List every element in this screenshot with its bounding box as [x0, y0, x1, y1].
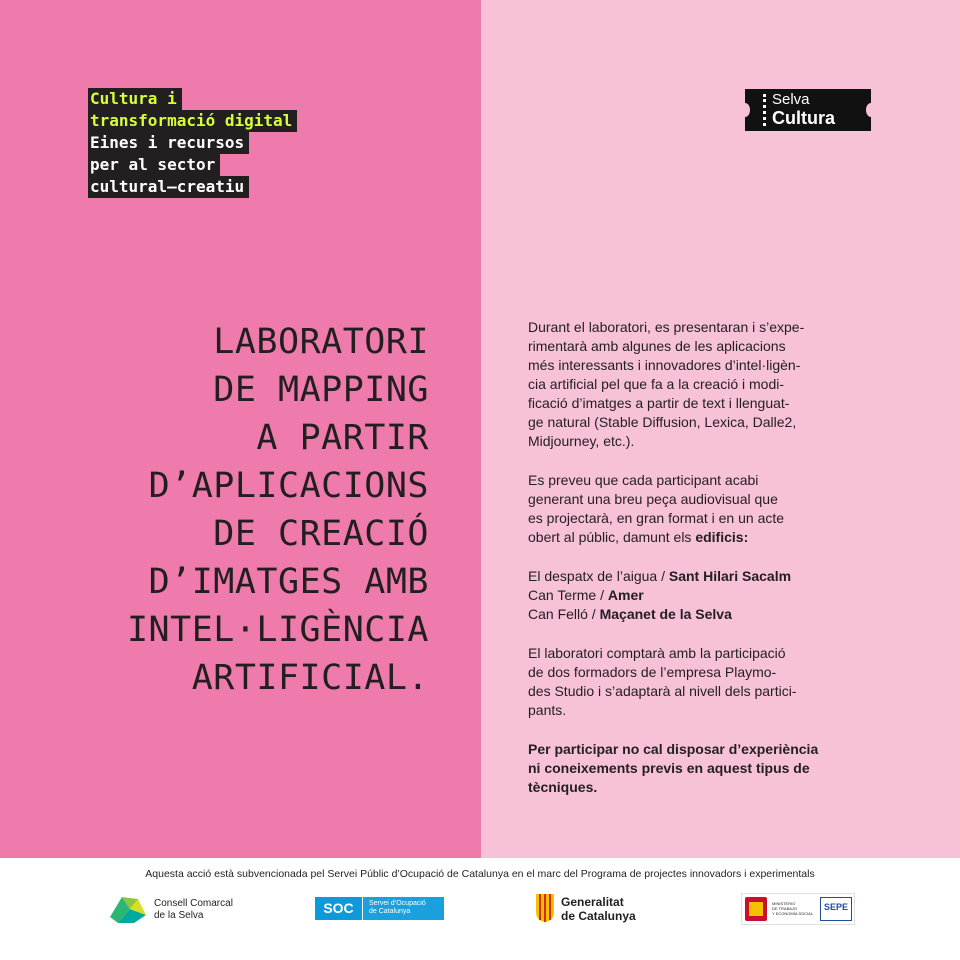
- body-line: Midjourney, etc.).: [528, 433, 635, 449]
- soc-text: [369, 900, 426, 916]
- ticket-notch: [740, 103, 750, 117]
- funding-note: Aquesta acció està subvencionada pel Servei Públic d’Ocupació de Catalunya en el marc del Programa de projectes innovadors i experimentals: [145, 868, 815, 880]
- ministerio-line: DE TRABAJO: [772, 906, 798, 911]
- title-line: ARTIFICIAL.: [191, 658, 429, 698]
- body-line: El laboratori comptarà amb la participació: [528, 645, 786, 661]
- sepe-badge: [820, 897, 852, 921]
- generalitat-line: Generalitat: [561, 895, 624, 909]
- paragraph-gap: [528, 720, 878, 740]
- ticket-perforation: [763, 94, 766, 126]
- tagline-line: Eines i recursos: [88, 132, 249, 154]
- body-bold-text: edificis:: [695, 529, 749, 545]
- tagline-line: per al sector: [88, 154, 220, 176]
- paragraph-gap: [528, 624, 878, 644]
- location-separator: /: [587, 606, 600, 622]
- tagline-line: Cultura i: [88, 88, 182, 110]
- body-line: rimentarà amb algunes de les aplicacions: [528, 338, 786, 354]
- body-line: de dos formadors de l’empresa Playmo-: [528, 664, 777, 680]
- title-line: A PARTIR: [256, 418, 429, 458]
- location-separator: /: [596, 587, 608, 603]
- paragraph-gap: [528, 451, 878, 471]
- paragraph-gap: [528, 547, 878, 567]
- tagline: [88, 88, 297, 198]
- consell-comarcal-text: [154, 898, 233, 922]
- body-line: cia artificial pel que fa a la creació i modi-: [528, 376, 785, 392]
- location-town: Amer: [607, 587, 644, 603]
- logo-text-selva: Selva: [772, 91, 810, 108]
- body-line: Durant el laboratori, es presentaran i s’expe-: [528, 319, 805, 335]
- body-line: [528, 528, 878, 547]
- ministerio-text: [772, 901, 813, 916]
- location-line: [528, 586, 878, 605]
- body-line: Es preveu que cada participant acabi: [528, 472, 759, 488]
- title-line: DE CREACIÓ: [213, 514, 429, 554]
- consell-comarcal-logo: [108, 895, 248, 925]
- location-line: [528, 605, 878, 624]
- location-place: Can Felló: [528, 606, 588, 622]
- generalitat-line: de Catalunya: [561, 909, 636, 923]
- body-line: ge natural (Stable Diffusion, Lexica, Dalle2,: [528, 414, 797, 430]
- logo-text-cultura: Cultura: [772, 108, 835, 128]
- location-town: Maçanet de la Selva: [599, 606, 732, 622]
- tagline-line: transformació digital: [88, 110, 297, 132]
- spain-coat-of-arms-icon: [745, 897, 767, 921]
- generalitat-text: [561, 895, 636, 923]
- ministerio-sepe-logo: [741, 893, 855, 925]
- title-line: DE MAPPING: [213, 370, 429, 410]
- body-line: ni coneixements previs en aquest tipus de: [528, 760, 810, 776]
- generalitat-logo: [535, 893, 655, 925]
- body-text: obert al públic, damunt els: [528, 529, 696, 545]
- description: [528, 318, 878, 797]
- consell-line: Consell Comarcal: [154, 898, 233, 909]
- location-place: El despatx de l’aigua: [528, 568, 658, 584]
- soc-abbr: SOC: [315, 897, 363, 920]
- location-town: Sant Hilari Sacalm: [668, 568, 792, 584]
- main-title: [9, 318, 429, 702]
- soc-line: de Catalunya: [369, 908, 411, 915]
- location-place: Can Terme: [528, 587, 597, 603]
- body-line: Per participar no cal disposar d’experiència: [528, 741, 819, 757]
- body-line: des Studio i s’adaptarà al nivell dels partici-: [528, 683, 797, 699]
- location-separator: /: [657, 568, 669, 584]
- body-line: generant una breu peça audiovisual que: [528, 491, 778, 507]
- title-line: D’APLICACIONS: [148, 466, 429, 506]
- body-line: es projectarà, en gran format i en un acte: [528, 510, 785, 526]
- ticket-notch: [866, 103, 876, 117]
- sepe-text: SEPE: [823, 902, 848, 912]
- location-line: [528, 567, 878, 586]
- ministerio-line: Y ECONOMÍA SOCIAL: [772, 911, 814, 916]
- title-line: LABORATORI: [213, 322, 429, 362]
- senyera-emblem-icon: [535, 893, 555, 923]
- selva-cultura-logo: [745, 89, 871, 131]
- body-line: ficació d’imatges a partir de text i llenguat-: [528, 395, 790, 411]
- soc-line: Servei d’Ocupació: [369, 900, 426, 907]
- body-line: tècniques.: [528, 779, 598, 795]
- title-line: D’IMATGES AMB: [148, 562, 429, 602]
- soc-logo: [315, 897, 444, 920]
- title-line: INTEL·LIGÈNCIA: [126, 610, 429, 650]
- ministerio-line: MINISTERIO: [772, 901, 796, 906]
- consell-line: de la Selva: [154, 910, 204, 921]
- tagline-line: cultural–creatiu: [88, 176, 249, 198]
- body-line: més interessants i innovadores d’intel·ligèn-: [528, 357, 801, 373]
- consell-comarcal-icon: [108, 895, 148, 925]
- body-line: pants.: [528, 702, 567, 718]
